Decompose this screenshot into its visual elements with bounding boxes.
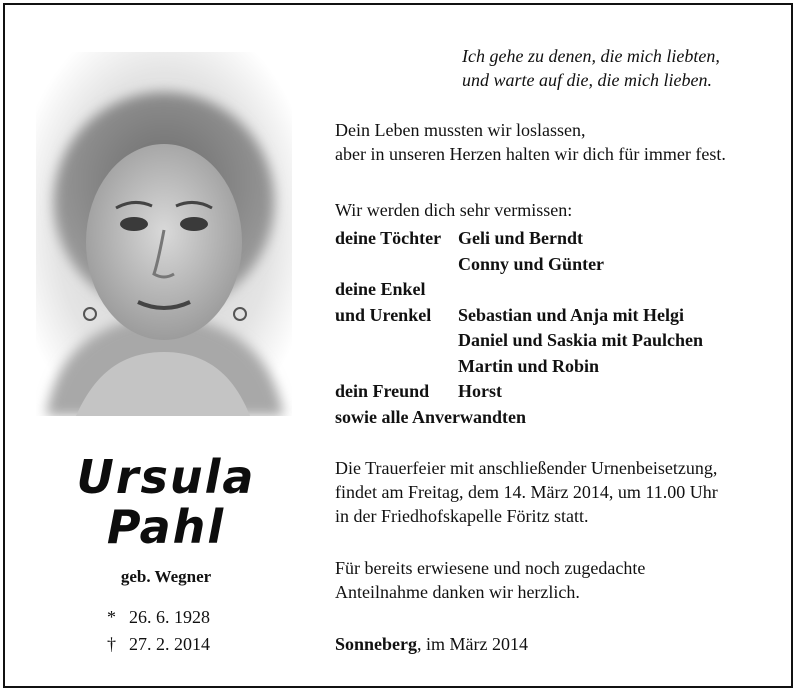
family-value: Conny und Günter <box>458 253 605 274</box>
first-name: Ursula <box>76 450 256 504</box>
portrait-photo <box>36 52 292 416</box>
birth-symbol: * <box>107 607 116 627</box>
quote <box>462 44 720 92</box>
intro-line: Dein Leben mussten wir loslassen, <box>335 120 586 140</box>
thanks-line: Für bereits erwiesene und noch zugedachte <box>335 558 646 578</box>
family-value: Sebastian und Anja mit Helgi <box>458 304 685 325</box>
last-name: Pahl <box>106 500 226 554</box>
family-value: Geli und Berndt <box>458 228 584 248</box>
family-value: Martin und Robin <box>458 355 600 376</box>
thanks-paragraph <box>335 556 645 604</box>
family-value: Horst <box>458 381 502 401</box>
family-label: dein Freund <box>335 381 430 401</box>
death-date: 27. 2. 2014 <box>129 634 210 654</box>
birth-date: 26. 6. 1928 <box>129 607 210 627</box>
ceremony-line: Die Trauerfeier mit anschließender Urnenbeisetzung, <box>335 458 718 478</box>
family-label: sowie alle Anverwandten <box>335 406 526 427</box>
birth-row <box>107 604 210 631</box>
maiden-name: geb. Wegner <box>120 567 212 586</box>
ceremony-line: findet am Freitag, dem 14. März 2014, um 11.00 Uhr <box>335 482 718 502</box>
family-label: deine Töchter <box>335 228 442 248</box>
missing-line: Wir werden dich sehr vermissen: <box>335 200 573 220</box>
intro-line: aber in unseren Herzen halten wir dich für immer fest. <box>335 144 726 164</box>
family-value: Daniel und Saskia mit Paulchen <box>458 330 704 350</box>
place-city: Sonneberg <box>335 634 418 654</box>
ceremony-line: in der Friedhofskapelle Föritz statt. <box>335 506 589 526</box>
intro-paragraph <box>335 118 726 166</box>
family-label: deine Enkel <box>335 279 426 299</box>
death-row <box>107 631 210 658</box>
place-date: , im März 2014 <box>417 634 528 654</box>
ceremony-paragraph <box>335 456 718 528</box>
thanks-line: Anteilnahme danken wir herzlich. <box>335 582 580 602</box>
quote-line: Ich gehe zu denen, die mich liebten, <box>462 46 720 66</box>
quote-line: und warte auf die, die mich lieben. <box>462 70 712 90</box>
family-label: und Urenkel <box>335 304 432 325</box>
death-symbol: † <box>107 634 116 654</box>
life-dates <box>107 604 210 658</box>
place-date-line <box>335 634 528 655</box>
